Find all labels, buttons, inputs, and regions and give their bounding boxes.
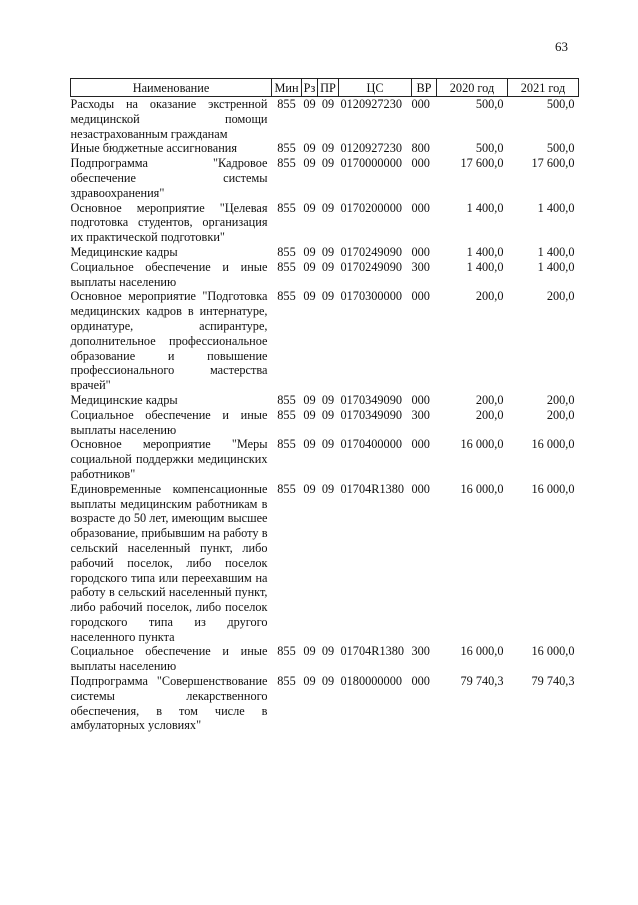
cell-min: 855 (277, 289, 296, 304)
cell-name: Социальное обеспечение и иные выплаты населению (70, 259, 268, 289)
table-row (71, 97, 579, 142)
cell-rz: 09 (303, 244, 316, 259)
cell-pr: 09 (321, 244, 335, 259)
cell-2020: 17 600,0 (460, 156, 504, 171)
cell-cs: 0170200000 (340, 200, 402, 215)
cell-cs: 0170000000 (340, 156, 402, 171)
cell-rz: 09 (303, 407, 316, 422)
cell-vr: 000 (411, 97, 430, 111)
cell-rz: 09 (303, 674, 316, 689)
cell-name: Основное мероприятие "Целевая подготовка студентов, организация их практической подготовки" (70, 200, 268, 245)
cell-min: 855 (277, 392, 296, 407)
cell-pr: 09 (321, 289, 335, 304)
cell-cs: 0170349090 (340, 392, 402, 407)
table-body (71, 97, 579, 734)
table-header (71, 79, 579, 97)
cell-vr: 000 (411, 437, 430, 452)
header-row (71, 79, 579, 97)
cell-name: Медицинские кадры (70, 244, 178, 259)
table-row (71, 408, 579, 438)
cell-name: Социальное обеспечение и иные выплаты населению (70, 407, 268, 437)
cell-name: Медицинские кадры (70, 392, 178, 407)
cell-2021: 16 000,0 (531, 644, 575, 659)
page-number: 63 (555, 39, 568, 54)
cell-vr: 300 (411, 259, 430, 274)
budget-table (70, 78, 579, 733)
cell-pr: 09 (321, 97, 335, 111)
cell-min: 855 (277, 644, 296, 659)
cell-pr: 09 (321, 156, 335, 171)
table-row (71, 674, 579, 733)
cell-min: 855 (277, 200, 296, 215)
cell-rz: 09 (303, 141, 316, 156)
cell-pr: 09 (321, 259, 335, 274)
table-row (71, 201, 579, 245)
cell-min: 855 (277, 97, 296, 111)
cell-2020: 1 400,0 (466, 259, 504, 274)
cell-rz: 09 (303, 156, 316, 171)
cell-pr: 09 (321, 407, 335, 422)
table-row (71, 393, 579, 408)
cell-2021: 500,0 (546, 141, 575, 156)
cell-cs: 0170349090 (340, 407, 402, 422)
cell-rz: 09 (303, 289, 316, 304)
cell-min: 855 (277, 481, 296, 496)
cell-2020: 500,0 (475, 97, 504, 111)
cell-cs: 01704R1380 (340, 644, 405, 659)
cell-name: Социальное обеспечение и иные выплаты населению (70, 644, 268, 674)
cell-cs: 0170249090 (340, 244, 402, 259)
header-2020: 2020 год (437, 79, 508, 97)
cell-rz: 09 (303, 200, 316, 215)
cell-pr: 09 (321, 200, 335, 215)
cell-2021: 79 740,3 (531, 674, 575, 689)
cell-vr: 000 (411, 392, 430, 407)
cell-pr: 09 (321, 644, 335, 659)
cell-pr: 09 (321, 481, 335, 496)
cell-name: Основное мероприятие "Меры социальной поддержки медицинских работников" (70, 437, 268, 481)
cell-rz: 09 (303, 392, 316, 407)
cell-vr: 800 (411, 141, 430, 156)
cell-2020: 500,0 (475, 141, 504, 156)
cell-2020: 79 740,3 (460, 674, 504, 689)
cell-rz: 09 (303, 437, 316, 452)
cell-2021: 200,0 (546, 392, 575, 407)
cell-2020: 1 400,0 (466, 200, 504, 215)
cell-rz: 09 (303, 259, 316, 274)
cell-name: Единовременные компенсационные выплаты медицинским работникам в возрасте до 50 лет, имеющим высшее образование, прибывшим на работу в сельский населенный пункт, либо рабочий поселок, либо поселок городского типа или переехавшим на работу в сельский населенный пункт, либо рабочий поселок, либо поселок городского типа из другого населенного пункта (70, 481, 268, 644)
cell-cs: 0170300000 (340, 289, 402, 304)
cell-2021: 200,0 (546, 407, 575, 422)
cell-pr: 09 (321, 674, 335, 689)
header-2021: 2021 год (508, 79, 579, 97)
cell-2020: 16 000,0 (460, 437, 504, 452)
cell-2020: 200,0 (475, 392, 504, 407)
cell-rz: 09 (303, 644, 316, 659)
cell-min: 855 (277, 407, 296, 422)
cell-min: 855 (277, 259, 296, 274)
cell-vr: 000 (411, 481, 430, 496)
cell-pr: 09 (321, 392, 335, 407)
cell-rz: 09 (303, 481, 316, 496)
cell-vr: 000 (411, 674, 430, 689)
header-pr: ПР (318, 79, 339, 97)
cell-2021: 16 000,0 (531, 481, 575, 496)
table-row (71, 141, 579, 156)
cell-cs: 0170400000 (340, 437, 402, 452)
cell-vr: 000 (411, 156, 430, 171)
cell-pr: 09 (321, 141, 335, 156)
cell-vr: 000 (411, 244, 430, 259)
cell-2021: 200,0 (546, 289, 575, 304)
cell-min: 855 (277, 437, 296, 452)
cell-min: 855 (277, 244, 296, 259)
cell-rz: 09 (303, 97, 316, 111)
cell-2020: 16 000,0 (460, 481, 504, 496)
cell-vr: 300 (411, 644, 430, 659)
cell-2020: 16 000,0 (460, 644, 504, 659)
cell-pr: 09 (321, 437, 335, 452)
cell-2021: 1 400,0 (537, 259, 575, 274)
cell-2021: 16 000,0 (531, 437, 575, 452)
cell-min: 855 (277, 141, 296, 156)
cell-cs: 0120927230 (340, 141, 402, 156)
table-row (71, 245, 579, 260)
header-name: Наименование (71, 79, 272, 97)
cell-min: 855 (277, 156, 296, 171)
cell-cs: 0180000000 (340, 674, 402, 689)
cell-name: Иные бюджетные ассигнования (70, 141, 238, 156)
header-vr: ВР (412, 79, 437, 97)
cell-2021: 500,0 (546, 97, 575, 111)
cell-2020: 200,0 (475, 407, 504, 422)
cell-name: Подпрограмма "Кадровое обеспечение системы здравоохранения" (70, 156, 268, 200)
table-row (71, 437, 579, 481)
cell-2021: 17 600,0 (531, 156, 575, 171)
cell-2020: 200,0 (475, 289, 504, 304)
table-row (71, 644, 579, 674)
cell-vr: 300 (411, 407, 430, 422)
cell-2020: 1 400,0 (466, 244, 504, 259)
cell-cs: 0120927230 (340, 97, 402, 111)
cell-min: 855 (277, 674, 296, 689)
cell-name: Основное мероприятие "Подготовка медицинских кадров в интернатуре, ординатуре, аспирантуре, дополнительное профессиональное образование и повышение профессионального мастерства врачей" (70, 289, 268, 393)
cell-vr: 000 (411, 289, 430, 304)
header-min: Мин (272, 79, 302, 97)
cell-name: Подпрограмма "Совершенствование системы лекарственного обеспечения, в том числе в амбулаторных условиях" (70, 674, 268, 733)
header-cs: ЦС (339, 79, 412, 97)
table-row (71, 156, 579, 200)
cell-cs: 01704R1380 (340, 481, 405, 496)
table-row (71, 482, 579, 645)
cell-2021: 1 400,0 (537, 200, 575, 215)
cell-cs: 0170249090 (340, 259, 402, 274)
cell-name: Расходы на оказание экстренной медицинской помощи незастрахованным гражданам (70, 97, 268, 141)
table-row (71, 260, 579, 290)
header-rz: Рз (302, 79, 318, 97)
cell-vr: 000 (411, 200, 430, 215)
cell-2021: 1 400,0 (537, 244, 575, 259)
table-row (71, 289, 579, 393)
